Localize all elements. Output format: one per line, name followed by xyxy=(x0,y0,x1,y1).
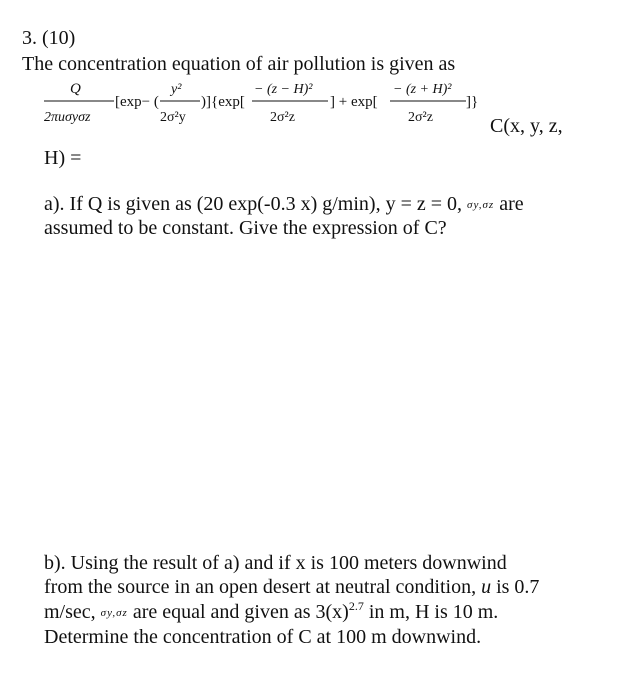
eq-result-label: C(x, y, z, xyxy=(490,115,563,137)
part-b-sigma: σy,σz xyxy=(100,607,128,619)
part-b-line-1: b). Using the result of a) and if x is 100 meters downwind xyxy=(44,552,507,574)
part-b-line-2-text: from the source in an open desert at neutral condition, xyxy=(44,576,477,598)
part-a-sigma: σy,σz xyxy=(467,199,495,211)
part-b-exponent: 2.7 xyxy=(348,599,364,613)
concentration-equation xyxy=(0,0,627,170)
problem-header: 3. (10) xyxy=(22,27,76,49)
eq-term3-suffix: ]} xyxy=(466,94,479,110)
part-a-line-2: assumed to be constant. Give the expression of C? xyxy=(44,217,447,239)
eq-result-tail: H) = xyxy=(44,147,82,169)
eq-term1-denominator: 2σ²y xyxy=(160,110,186,125)
eq-term3-numerator: − (z + H)² xyxy=(393,82,452,97)
part-b-line-3-prefix: m/sec, xyxy=(44,601,96,623)
part-b-line-4: Determine the concentration of C at 100 m downwind. xyxy=(44,626,482,648)
eq-term1-suffix: )]{exp[ xyxy=(201,94,245,110)
eq-term2-denominator: 2σ²z xyxy=(270,110,295,125)
part-b-line-2-end: is 0.7 xyxy=(496,576,540,598)
part-b-line-2 xyxy=(44,575,539,599)
part-b-line-3-suffix: in m, H is 10 m. xyxy=(368,601,499,623)
part-b-line-3-mid: are equal and given as 3(x) xyxy=(132,601,349,623)
part-a-line-1-suffix: are xyxy=(499,193,524,215)
problem-intro: The concentration equation of air pollution is given as xyxy=(22,53,456,75)
part-b-velocity-var: u xyxy=(481,576,492,598)
eq-term1-numerator: y² xyxy=(171,82,182,97)
eq-term3-denominator: 2σ²z xyxy=(408,110,433,125)
part-a-line-1 xyxy=(44,192,524,217)
eq-term2-suffix: ] + exp[ xyxy=(330,94,378,110)
eq-lhs-numerator: Q xyxy=(70,81,81,97)
eq-lhs-denominator: 2πuσyσz xyxy=(44,110,91,125)
part-a-line-1-prefix: a). If Q is given as (20 exp(-0.3 x) g/min), y = z = 0, xyxy=(44,193,463,215)
eq-term1-prefix: [exp− ( xyxy=(115,94,159,110)
part-b-line-3 xyxy=(44,600,498,625)
eq-term2-numerator: − (z − H)² xyxy=(254,82,313,97)
